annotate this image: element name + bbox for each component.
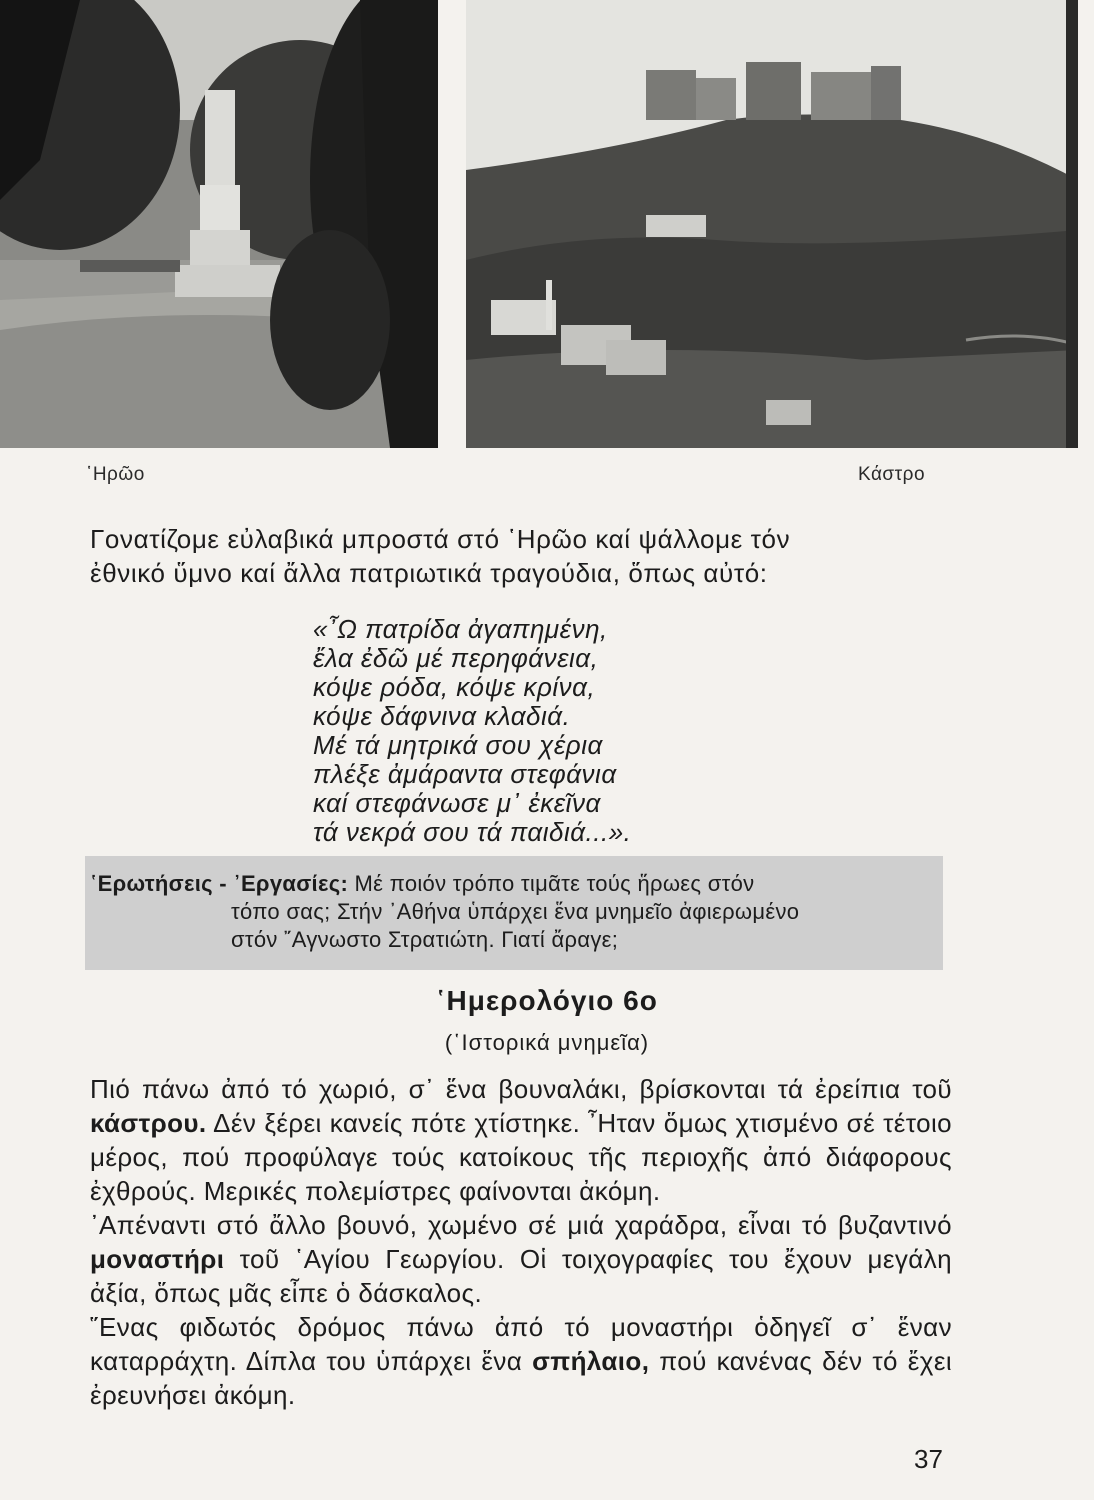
poem-line: τά νεκρά σου τά παιδιά...». (313, 817, 632, 847)
poem-line: κόψε ρόδα, κόψε κρίνα, (313, 672, 596, 702)
exercise-label: ῾Ερωτήσεις - ᾿Εργασίες: (90, 871, 349, 896)
intro-line: Γονατίζομε εὐλαβικά μπροστά στό ῾Ηρῶο καί ψάλλομε τόν (90, 524, 791, 554)
exercise-line: τόπο σας; Στήν ᾿Αθήνα ὑπάρχει ἕνα μνημεῖο ἀφιερωμένο (231, 899, 800, 924)
diary-title: ῾Ημερολόγιο 6ο (436, 985, 658, 1016)
intro-line: ἐθνικό ὕμνο καί ἄλλα πατριωτικά τραγούδια, ὅπως αὐτό: (90, 558, 768, 588)
bold-term-cave: σπήλαιο, (532, 1346, 650, 1376)
poem-line: «῏Ω πατρίδα ἀγαπημένη, (313, 614, 608, 644)
castle-photo (466, 0, 1078, 448)
poem-line: πλέξε ἀμάραντα στεφάνια (313, 759, 617, 789)
heroon-illustration (0, 0, 438, 448)
body-paragraph: ᾿Απέναντι στό ἄλλο βουνό, χωμένο σέ μιά χαράδρα, εἶναι τό βυζαντινό μοναστήρι τοῦ ῾Αγίου Γεωργίου. Οἱ τοιχογραφίες του ἔχουν μεγάλη ἀξία, ὅπως μᾶς εἶπε ὁ δάσκαλος. (90, 1210, 952, 1308)
page-number: 37 (914, 1444, 943, 1474)
heroon-photo (0, 0, 438, 448)
heroon-caption: ῾Ηρῶο (86, 464, 145, 485)
intro-paragraph (90, 522, 950, 590)
bold-term-monastery: μοναστήρι (90, 1244, 225, 1274)
exercise-questions (90, 870, 940, 954)
diary-body (90, 1072, 952, 1412)
body-paragraph: ῞Ενας φιδωτός δρόμος πάνω ἀπό τό μοναστήρι ὁδηγεῖ σ᾽ ἕναν καταρράχτη. Δίπλα του ὑπάρχει ἕνα σπήλαιο, πού κανένας δέν τό ἔχει ἐρευνήσει ἀκόμη. (90, 1312, 952, 1410)
poem-line: ἔλα ἐδῶ μέ περηφάνεια, (313, 643, 599, 673)
exercise-line: Μέ ποιόν τρόπο τιμᾶτε τούς ἥρωες στόν (354, 871, 755, 896)
poem (313, 615, 813, 847)
poem-line: καί στεφάνωσε μ᾽ ἐκεῖνα (313, 788, 601, 818)
poem-line: κόψε δάφνινα κλαδιά. (313, 701, 571, 731)
castle-caption: Κάστρο (858, 464, 926, 485)
castle-illustration (466, 0, 1078, 448)
diary-subtitle: (῾Ιστορικά μνημεῖα) (444, 1030, 650, 1055)
bold-term-castle: κάστρου. (90, 1108, 207, 1138)
poem-line: Μέ τά μητρικά σου χέρια (313, 730, 603, 760)
exercise-line: στόν ῎Αγνωστο Στρατιώτη. Γιατί ἄραγε; (231, 927, 619, 952)
body-paragraph: Πιό πάνω ἀπό τό χωριό, σ᾽ ἕνα βουναλάκι, βρίσκονται τά ἐρείπια τοῦ κάστρου. Δέν ξέρει κανείς πότε χτίστηκε. ῏Ηταν ὅμως χτισμένο σέ τέτοιο μέρος, πού προφύλαγε τούς κατοίκους τῆς περιοχῆς ἀπό διάφορους ἐχθρούς. Μερικές πολεμίστρες φαίνονται ἀκόμη. (90, 1074, 952, 1206)
